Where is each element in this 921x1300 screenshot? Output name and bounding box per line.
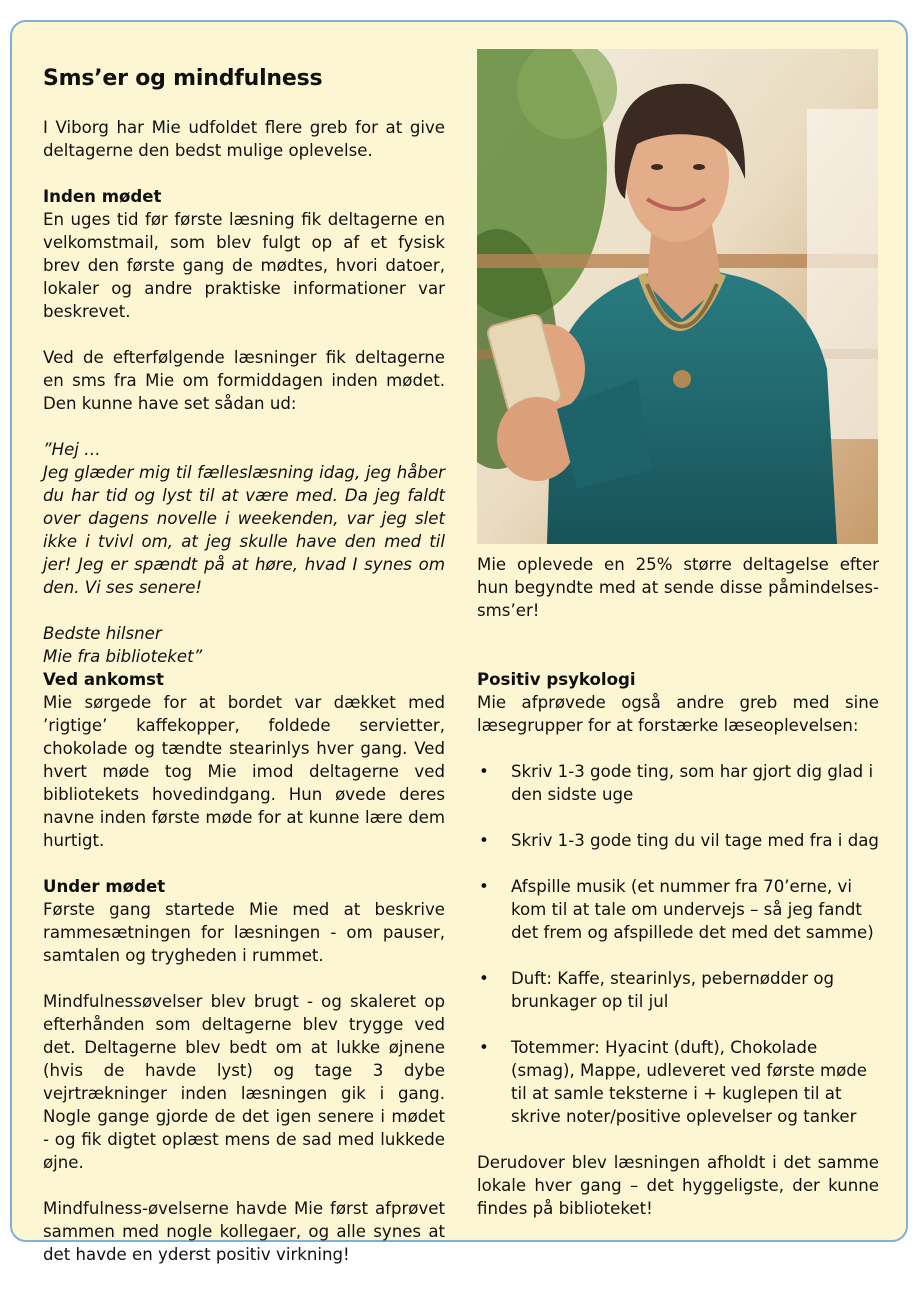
list-item: • Skriv 1-3 gode ting du vil tage med fra i dag [479, 831, 879, 850]
bullet-icon: • [479, 969, 489, 988]
photo-caption: Mie oplevede en 25% større deltagelse efter hun begyndte med at sende disse påmindelses-sms’er! [477, 555, 879, 620]
during-paragraph-1: Første gang startede Mie med at beskrive rammesætningen for læsningen - om pauser, samtalen og trygheden i rummet. [43, 900, 445, 965]
left-column-top [43, 116, 445, 668]
bullet-icon: • [479, 831, 489, 850]
list-item: • Skriv 1-3 gode ting, som har gjort dig glad i den sidste uge [479, 762, 874, 804]
arrival-paragraph: Mie sørgede for at bordet var dækket med ’rigtige’ kaffekopper, foldede servietter, chokolade og tændte stearinlys hver gang. Ved hvert møde tog Mie imod deltagerne ved bibliotekets hovedindgang. Hun øvede deres navne inden første møde for at kunne lære dem hurtigt. [43, 693, 445, 850]
positive-list [477, 760, 879, 1128]
list-item: • Duft: Kaffe, stearinlys, pebernødder og brunkager op til jul [479, 969, 835, 1011]
heading-positive-psychology: Positiv psykologi [477, 670, 636, 689]
before-paragraph-2: Ved de efterfølgende læsninger fik deltagerne en sms fra Mie om formiddagen inden mødet. Den kunne have set sådan ud: [43, 348, 445, 413]
heading-arrival: Ved ankomst [43, 670, 164, 689]
sms-body: Jeg glæder mig til fælleslæsning idag, jeg håber du har tid og lyst til at være med. Da jeg faldt over dagens novelle i weekenden, var jeg slet ikke i tvivl om, at jeg skulle have den med til jer! Jeg er spændt på at høre, hvad I synes om den. Vi ses senere! [43, 463, 445, 597]
heading-before-meeting: Inden mødet [43, 187, 162, 206]
list-item: • Afspille musik (et nummer fra 70’erne, vi kom til at tale om undervejs – så jeg fandt det frem og afspillede det med det samme) [479, 877, 874, 942]
heading-during-meeting: Under mødet [43, 877, 166, 896]
during-paragraph-3: Mindfulness-øvelserne havde Mie først afprøvet sammen med nogle kollegaer, og alle synes at det havde en yderst positiv virkning! [43, 1199, 445, 1264]
page-title: Sms’er og mindfulness [43, 66, 323, 91]
positive-paragraph-1: Mie afprøvede også andre greb med sine læsegrupper for at forstærke læseoplevelsen: [477, 693, 879, 735]
intro-paragraph: I Viborg har Mie udfoldet flere greb for at give deltagerne den bedst mulige oplevelse. [43, 118, 445, 160]
list-item: • Totemmer: Hyacint (duft), Chokolade (smag), Mappe, udleveret ved første møde til at samle teksterne i + kuglepen til at skrive noter/positive oplevelser og tanker [479, 1038, 868, 1126]
positive-paragraph-2: Derudover blev læsningen afholdt i det samme lokale hver gang – det hyggeligste, der kunne findes på biblioteket! [477, 1153, 879, 1218]
bullet-icon: • [479, 762, 489, 781]
sms-signoff-1: Bedste hilsner [43, 624, 162, 643]
left-column-bottom [43, 668, 445, 1266]
bullet-icon: • [479, 877, 489, 896]
sms-greeting: ”Hej … [43, 440, 101, 459]
woman-with-phone-photo [477, 49, 878, 544]
during-paragraph-2: Mindfulnessøvelser blev brugt - og skaleret op efterhånden som deltagerne blev trygge ved det. Deltagerne blev bedt om at lukke øjnene (hvis de havde lyst) og tage 3 dybe vejrtrækninger inden læsningen gik i gang. Nogle gange gjorde de det igen senere i mødet - og fik digtet oplæst mens de sad med lukkede øjne. [43, 992, 445, 1172]
bullet-icon: • [479, 1038, 489, 1057]
right-column-bottom [477, 668, 879, 1220]
before-paragraph-1: En uges tid før første læsning fik deltagerne en velkomstmail, som blev fulgt op af et fysisk brev den første gang de mødtes, hvori datoer, lokaler og andre praktiske informationer var beskrevet. [43, 210, 445, 321]
sms-signoff-2: Mie fra biblioteket” [43, 647, 203, 666]
